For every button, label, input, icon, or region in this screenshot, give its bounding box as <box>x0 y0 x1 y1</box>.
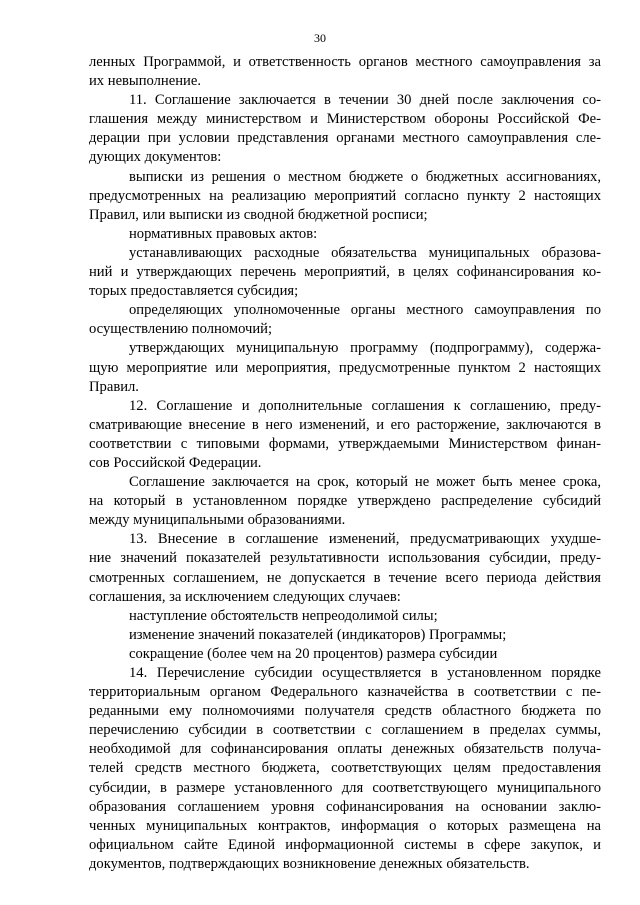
text-line: дерации при условии представления органами местного самоуправления сле- <box>89 130 601 147</box>
text-line: соглашения, за исключением следующих случаев: <box>89 588 401 605</box>
text-line: торых предоставляется субсидия; <box>89 283 299 300</box>
text-line: образования соглашением уровня софинансирования на основании заклю- <box>89 798 601 815</box>
document-body <box>89 53 601 874</box>
text-line: официальном сайте Единой информационной системы в сфере закупок, и <box>89 836 601 853</box>
text-line: перечислению субсидии в соответствии с соглашением в пределах суммы, <box>89 722 601 739</box>
text-line: телей средств местного бюджета, соответствующих целям предоставления <box>89 760 601 777</box>
paragraph-13-start: 13. Внесение в соглашение изменений, предусматривающих ухудше- <box>129 531 601 548</box>
paragraph-14-start: 14. Перечисление субсидии осуществляется в установленном порядке <box>129 665 601 681</box>
text-line: на который в установленном порядке утверждено распределение субсидий <box>89 493 601 510</box>
text-line: сов Российской Федерации. <box>89 454 262 471</box>
text-line: Правил. <box>89 378 139 395</box>
text-line: устанавливающих расходные обязательства муниципальных образова- <box>129 244 601 261</box>
text-line: ленных Программой, и ответственность органов местного самоуправления за <box>89 54 601 70</box>
text-line: ченных муниципальных контрактов, информация о которых размещена на <box>89 817 601 834</box>
text-line: выписки из решения о местном бюджете о бюджетных ассигнованиях, <box>129 168 601 185</box>
paragraph-12-start: 12. Соглашение и дополнительные соглашения к соглашению, преду- <box>129 397 601 414</box>
text-line: реданными ему полномочиями получателя средств областного бюджета по <box>89 703 601 720</box>
text-line: необходимой для софинансирования оплаты денежных обязательств получа- <box>89 741 601 758</box>
text-line: предусмотренных на реализацию мероприятий согласно пункту 2 настоящих <box>89 187 601 204</box>
text-line: сматривающие внесение в него изменений, и его расторжение, заключаются в <box>89 416 601 433</box>
text-line: соответствии с типовыми формами, утверждаемыми Министерством финан- <box>89 435 601 452</box>
text-line: утверждающих муниципальную программу (подпрограмму), содержа- <box>129 340 601 357</box>
text-line: Соглашение заключается на срок, который не может быть менее срока, <box>129 474 601 491</box>
text-line: смотренных соглашением, не допускается в течение всего периода действия <box>89 569 601 586</box>
text-line: глашения между министерством и Министерством обороны Российской Фе- <box>89 111 601 128</box>
text-line: ние значений показателей результативности использования субсидии, преду- <box>89 550 601 567</box>
paragraph-11-start: 11. Соглашение заключается в течении 30 дней после заключения со- <box>129 92 601 109</box>
text-line: осуществлению полномочий; <box>89 321 272 338</box>
page-number: 30 <box>314 31 326 45</box>
text-line: Правил, или выписки из сводной бюджетной росписи; <box>89 206 428 223</box>
text-line: документов, подтверждающих возникновение денежных обязательств. <box>89 855 530 872</box>
text-line: нормативных правовых актов: <box>129 225 318 242</box>
text-line: наступление обстоятельств непреодолимой силы; <box>129 607 438 624</box>
text-line: ний и утверждающих перечень мероприятий, в целях софинансирования ко- <box>89 264 601 281</box>
text-line: определяющих уполномоченные органы местного самоуправления по <box>129 302 601 319</box>
text-line: дующих документов: <box>89 149 222 166</box>
text-line: щую мероприятие или мероприятия, предусмотренные пунктом 2 настоящих <box>89 359 601 376</box>
text-line: изменение значений показателей (индикаторов) Программы; <box>129 626 507 643</box>
text-line: сокращение (более чем на 20 процентов) размера субсидии <box>129 645 498 662</box>
text-line: их невыполнение. <box>89 73 201 90</box>
text-line: территориальным органом Федерального казначейства в соответствии с пе- <box>89 684 601 701</box>
text-line: субсидии, в размере установленного для соответствующего муниципального <box>89 779 601 796</box>
text-line: между муниципальными образованиями. <box>89 512 346 529</box>
